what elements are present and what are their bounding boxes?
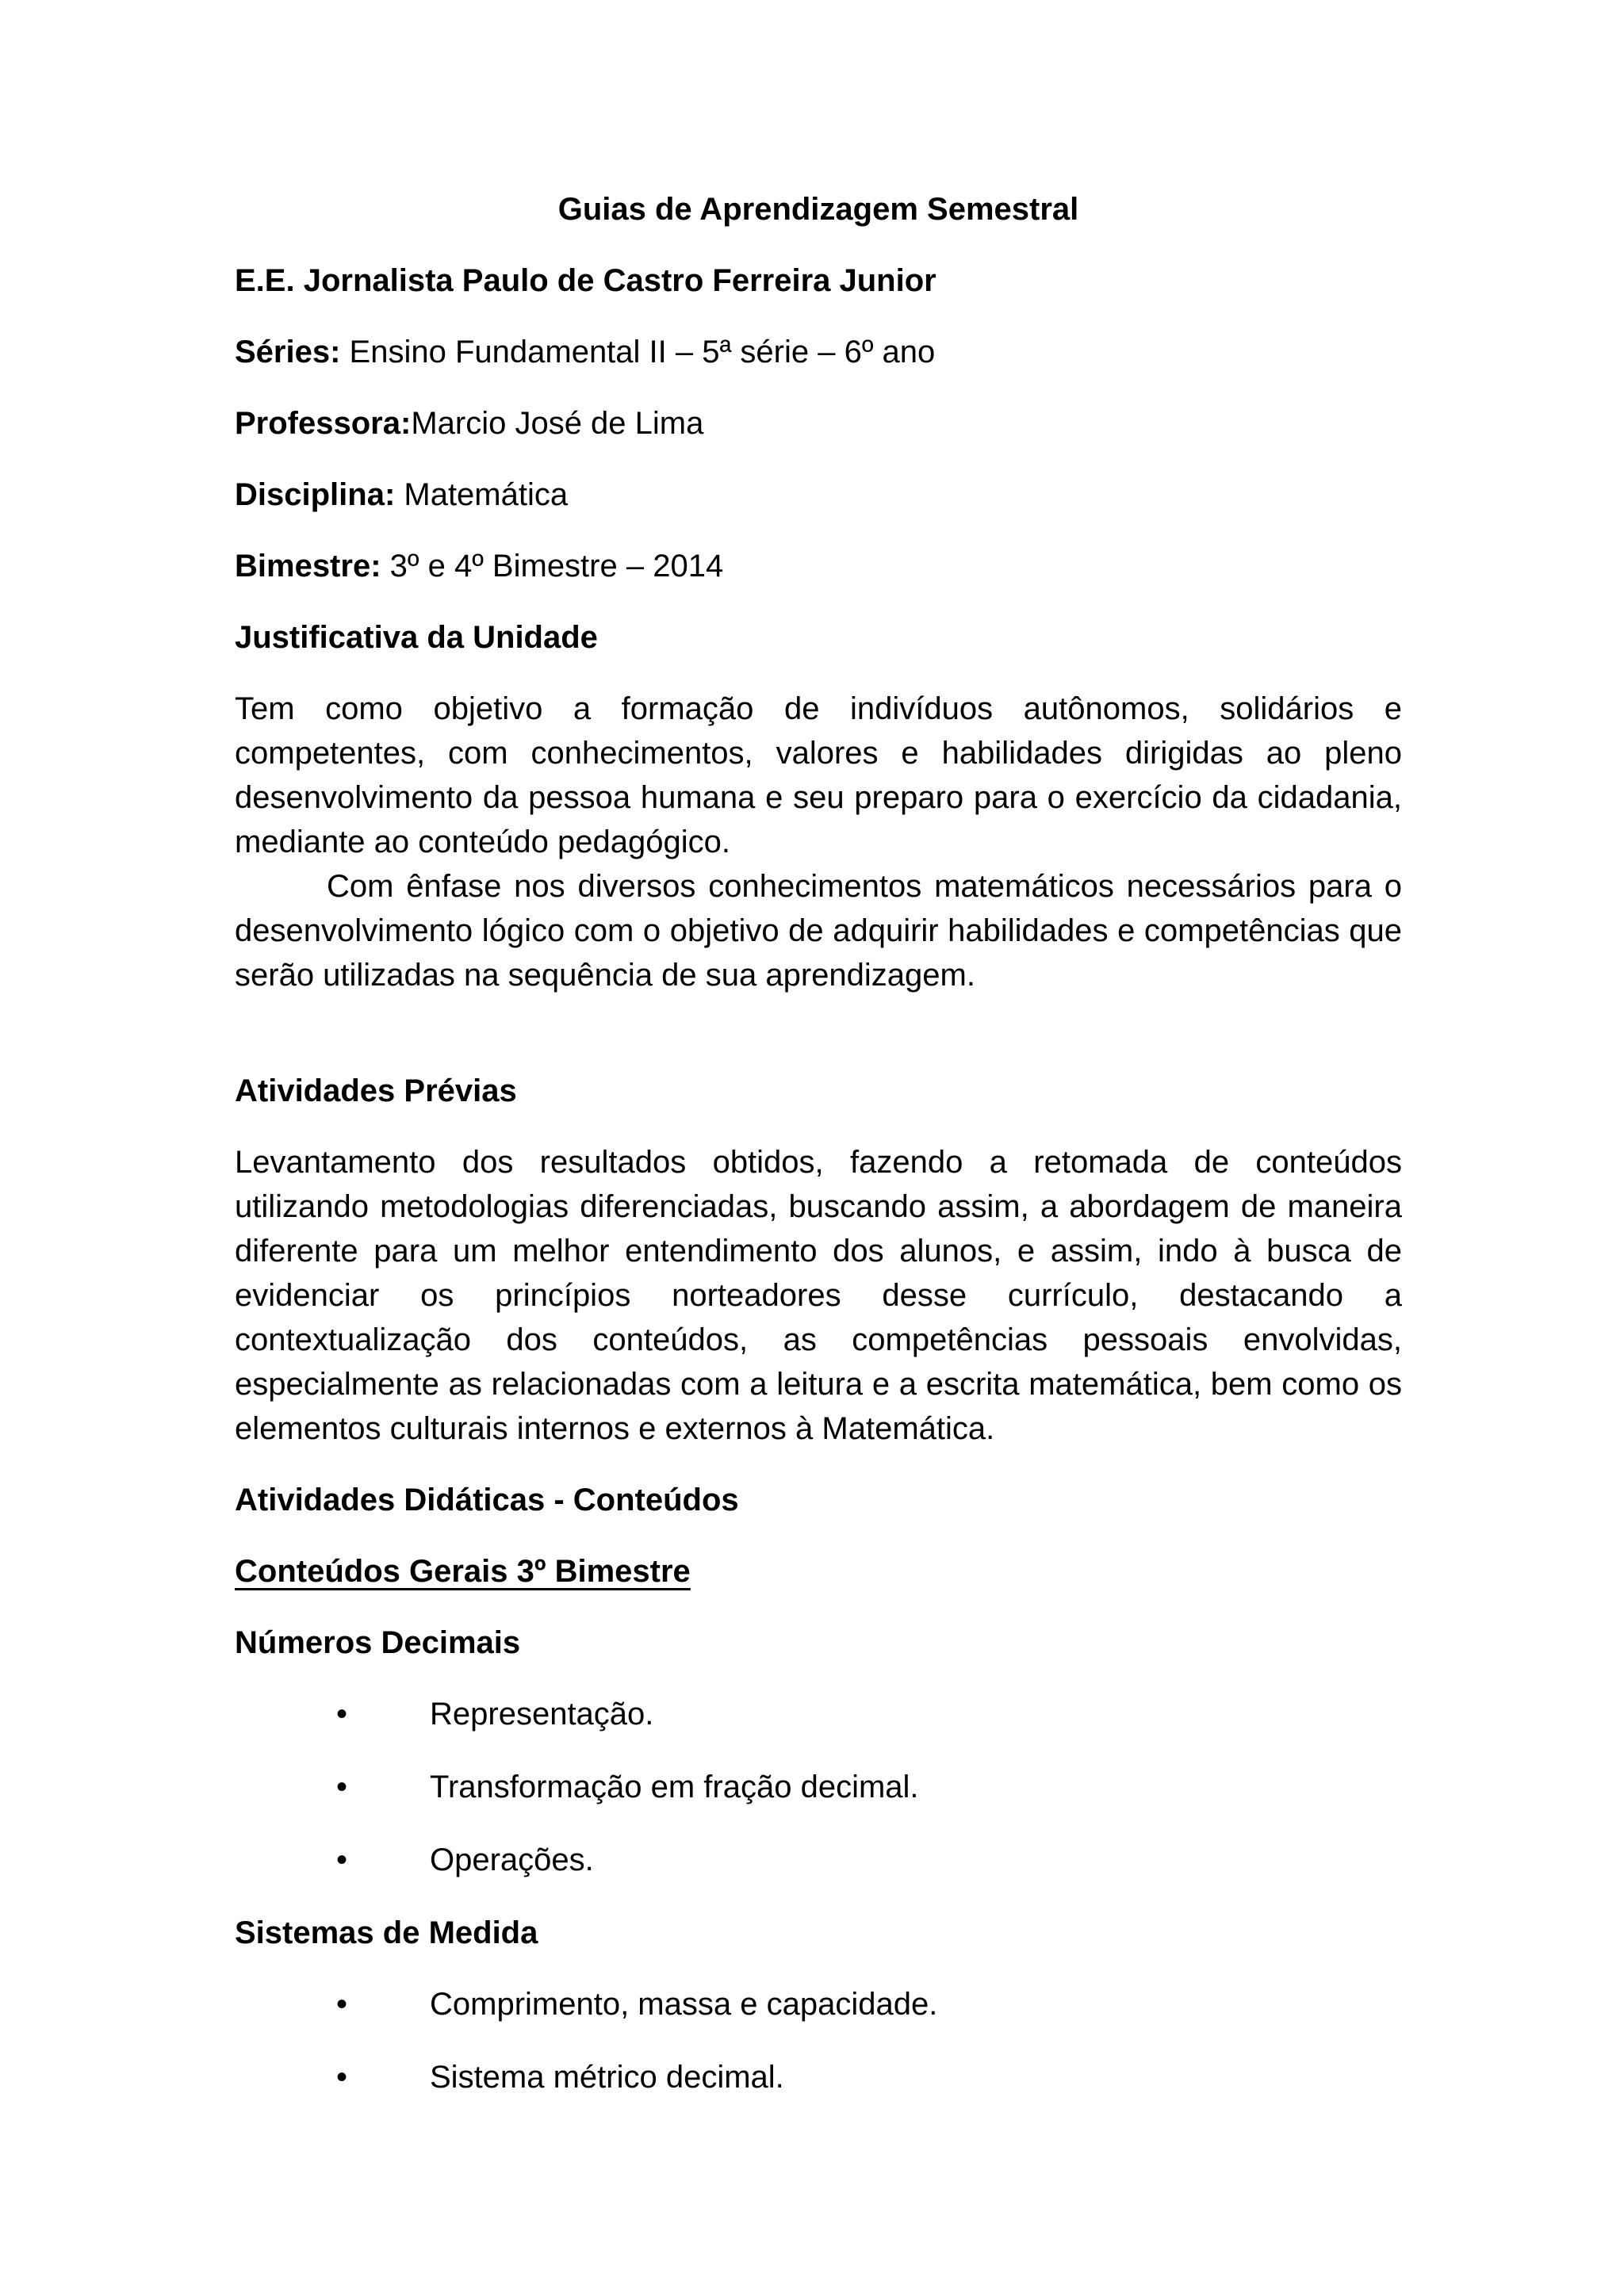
prior-activities-paragraph: Levantamento dos resultados obtidos, fazendo a retomada de conteúdos utilizando metodologias diferenciadas, buscando assim, a abordagem de maneira diferente para um melhor entendimento dos alunos, e assim, indo à busca de evidenciar os princípios norteadores desse currículo, destacando a contextualização dos conteúdos, as competências pessoais envolvidas, especialmente as relacionadas com a leitura e a escrita matemática, bem como os elementos culturais internos e externos à Matemática. [235,1145,1402,1446]
didactic-activities-heading: Atividades Didáticas - Conteúdos [235,1483,739,1517]
bullet-icon: • [336,2060,348,2095]
justification-heading: Justificativa da Unidade [235,620,598,655]
bullet-icon: • [336,1843,348,1877]
series-line [235,330,1402,374]
section-spacer [235,997,1402,1069]
bullet-icon: • [336,1987,348,2022]
discipline-line [235,473,1402,517]
list-item-text: Transformação em fração decimal. [430,1770,919,1804]
discipline-label: Disciplina: [235,477,396,512]
bullet-icon: • [336,1770,348,1804]
measurement-systems-list [235,1982,1402,2099]
document-title: Guias de Aprendizagem Semestral [557,192,1079,227]
bimester-line [235,544,1402,588]
list-item-text: Operações. [430,1843,594,1877]
teacher-line [235,401,1402,446]
list-item [235,2055,1402,2099]
bullet-icon: • [336,1697,348,1732]
decimal-numbers-list [235,1692,1402,1882]
contents-3rd-bimester-heading: Conteúdos Gerais 3º Bimestre [235,1554,691,1589]
list-item [235,1982,1402,2026]
prior-activities-heading: Atividades Prévias [235,1073,517,1108]
list-item-text: Comprimento, massa e capacidade. [430,1987,938,2022]
list-item [235,1692,1402,1736]
series-label: Séries: [235,335,341,369]
decimal-numbers-heading: Números Decimais [235,1625,521,1660]
series-value: Ensino Fundamental II – 5ª série – 6º ano [340,335,936,369]
justification-paragraph-2: Com ênfase nos diversos conhecimentos matemáticos necessários para o desenvolvimento lógico com o objetivo de adquirir habilidades e competências que serão utilizadas na sequência de sua aprendizagem. [235,869,1402,993]
bimester-value: 3º e 4º Bimestre – 2014 [381,549,724,584]
teacher-value: Marcio José de Lima [411,406,704,441]
document-page [235,187,1402,2128]
list-item-text: Representação. [430,1697,654,1732]
bimester-label: Bimestre: [235,549,381,584]
school-name: E.E. Jornalista Paulo de Castro Ferreira Junior [235,263,936,298]
list-item-text: Sistema métrico decimal. [430,2060,784,2095]
measurement-systems-heading: Sistemas de Medida [235,1915,538,1950]
justification-paragraph-1: Tem como objetivo a formação de indivíduos autônomos, solidários e competentes, com conhecimentos, valores e habilidades dirigidas ao pleno desenvolvimento da pessoa humana e seu preparo para o exercício da cidadania, mediante ao conteúdo pedagógico. [235,691,1402,859]
teacher-label: Professora: [235,406,412,441]
list-item [235,1838,1402,1882]
list-item [235,1765,1402,1809]
discipline-value: Matemática [395,477,569,512]
